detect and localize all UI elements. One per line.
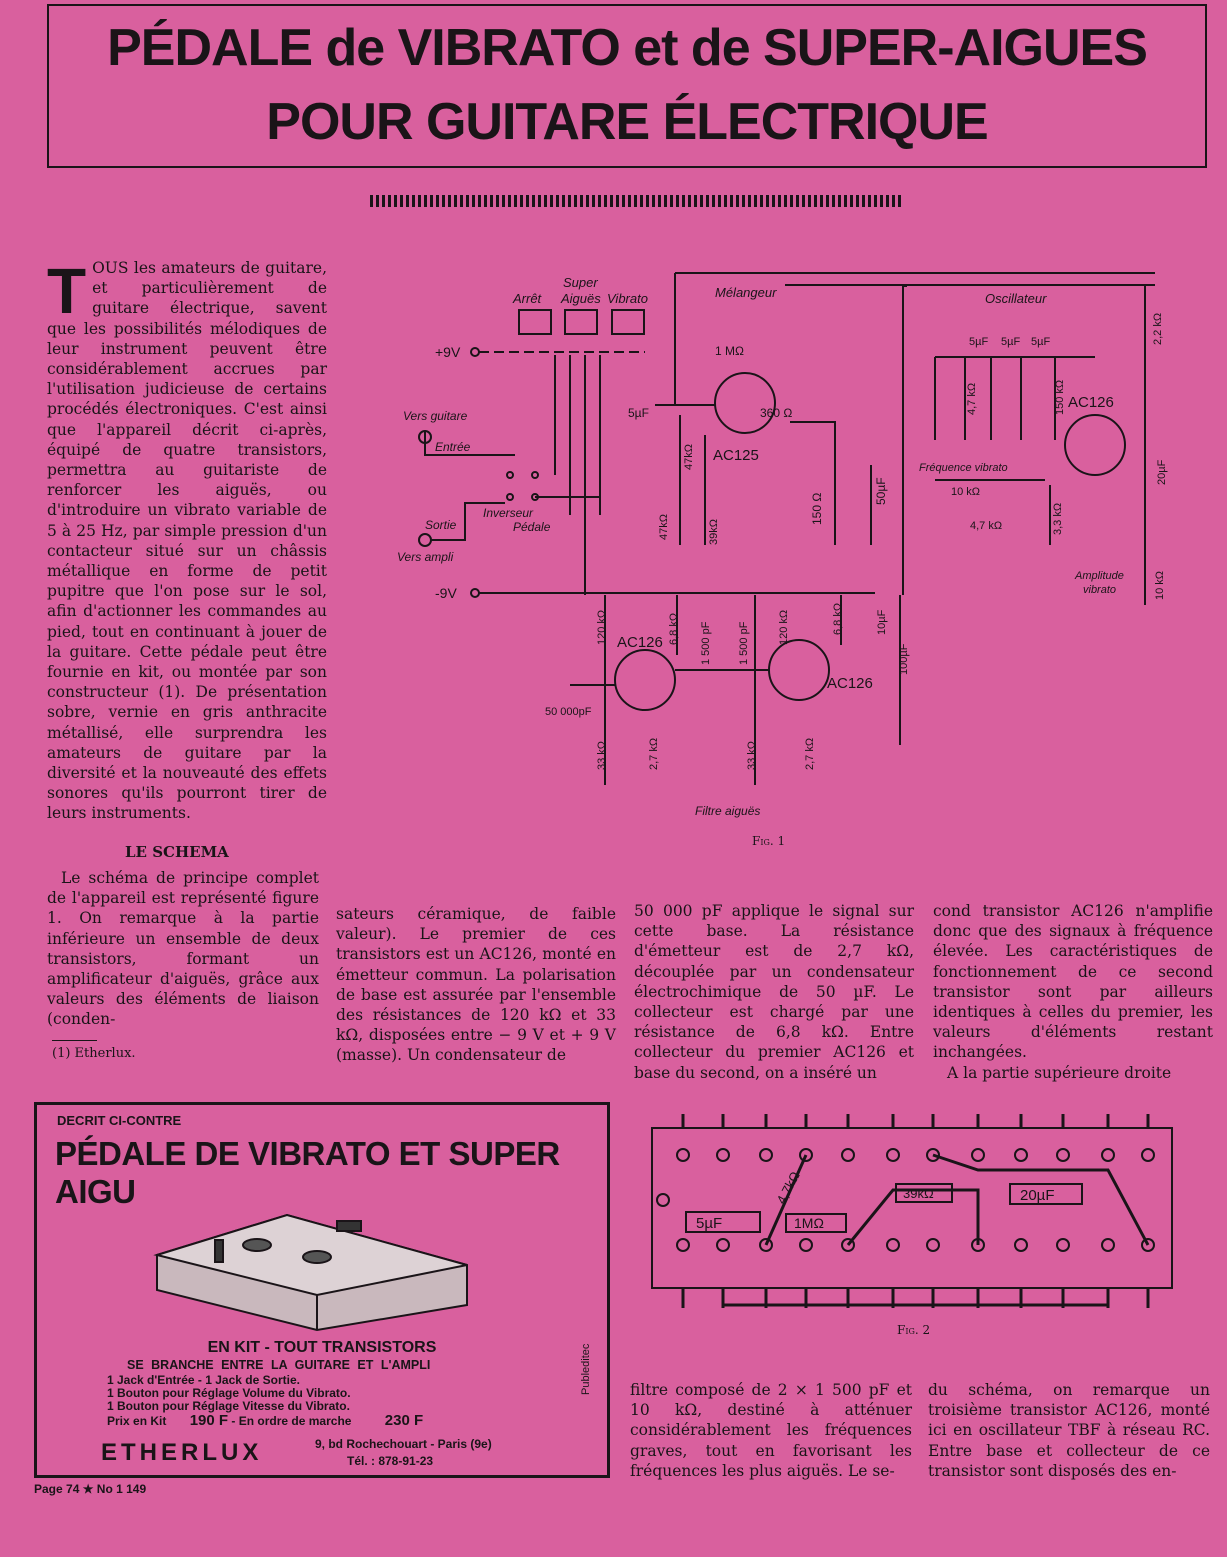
label-c-20uf: 20µF: [1156, 459, 1168, 485]
pin-row-top: [683, 1114, 1148, 1128]
ad-address: 9, bd Rochechouart - Paris (9e): [315, 1437, 492, 1451]
label-amplitude: Amplitude: [1075, 570, 1124, 582]
label-r-27k-b: 2,7 kΩ: [804, 737, 816, 770]
label-ac126-b: AC126: [827, 675, 873, 692]
label-minus9v: -9V: [435, 585, 457, 601]
label-r-47k-freq: 4,7 kΩ: [970, 520, 1003, 532]
label-r-22k: 2,2 kΩ: [1152, 312, 1164, 345]
label-osc-c2: 5µF: [1001, 336, 1021, 348]
label-r-33k-a: 33 kΩ: [596, 740, 608, 770]
label-r-33k-b: 33 kΩ: [746, 740, 758, 770]
circuit-schematic: [395, 265, 1195, 825]
column-4: cond transistor AC126 n'amplifie donc que des signaux à fréquence élevée. Les caractéristiques de fonctionnement de ce second transistor sont par ailleurs identiques à celles du premier, les valeurs d'éléments restant inchangées. A la partie supérieure droite: [933, 902, 1213, 1082]
footnote-rule: [52, 1040, 97, 1041]
label-r-68k-b: 6,8 kΩ: [832, 602, 844, 635]
etherlux-advertisement: [34, 1102, 610, 1478]
label-osc-r150k: 150 kΩ: [1054, 379, 1066, 415]
figure-1-caption: Fig. 1: [752, 834, 786, 848]
label-ac126-osc: AC126: [1068, 394, 1114, 411]
label-c-1500-a: 1 500 pF: [700, 621, 712, 665]
label-osc-c3: 5µF: [1031, 336, 1051, 348]
decorative-rule: [370, 195, 903, 207]
label-inverseur: Inverseur: [483, 506, 534, 520]
ad-kicker: DECRIT CI-CONTRE: [57, 1113, 182, 1128]
label-c-100uf: 100µF: [898, 643, 910, 675]
label-amplitude-vibrato: vibrato: [1083, 584, 1117, 596]
ad-sub: SE BRANCHE ENTRE LA GUITARE ET L'AMPLI: [127, 1358, 431, 1372]
section-heading: LE SCHEMA: [125, 843, 229, 861]
footnote: (1) Etherlux.: [52, 1046, 136, 1061]
fig2-c5: 5µF: [696, 1215, 723, 1232]
label-freq-vibrato: Fréquence vibrato: [919, 462, 1008, 474]
label-c-5uf: 5µF: [628, 406, 649, 420]
intro-text: OUS les amateurs de guitare, et particulièrement de guitare électrique, savent que les possibilités mélodiques de leur instrument peuvent être considérablement accrues par l'utilisation judicieuse de certains procédés électroniques. C'est ainsi que l'appareil décrit ci-après, équipé de quatre transistors, permettra au guitariste de renforcer les aiguës, ou d'introduire un vibrato variable de 5 à 25 Hz, par simple pression d'un contacteur situé sur un châssis métallique en forme de petit pupitre que l'on pose sur le sol, afin d'actionner les commandes au pied, tout en continuant à jouer de la guitare. Cette pédale peut être fournie en kit, ou montée par son constructeur (1). De présentation sobre, vernie en gris anthracite métallisé, elle surprendra les amateurs de guitare par la diversité et la nouveauté des effets sonores qu'ils pourront tirer de leurs instruments.: [47, 259, 327, 823]
ad-price-line: Prix en Kit 190 F - En ordre de marche 230 F: [107, 1412, 424, 1429]
label-r-47k: 47kΩ: [683, 444, 695, 470]
label-sortie: Sortie: [425, 518, 457, 532]
label-oscillateur: Oscillateur: [985, 291, 1047, 306]
label-r-10k-ampl: 10 kΩ: [1154, 570, 1166, 600]
intro-column: [47, 255, 327, 823]
ad-feature-2: 1 Bouton pour Réglage Volume du Vibrato.: [107, 1386, 351, 1400]
label-c-1500-b: 1 500 pF: [738, 621, 750, 665]
label-entree: Entrée: [435, 440, 471, 454]
ad-headline: PÉDALE DE VIBRATO ET SUPER AIGU: [55, 1135, 560, 1210]
label-aigues: Aiguës: [561, 291, 601, 306]
label-vers-ampli: Vers ampli: [397, 550, 454, 564]
label-r-120k-b: 120 kΩ: [778, 609, 790, 645]
label-r-360: 360 Ω: [760, 406, 793, 420]
label-r-33k-osc: 3,3 kΩ: [1052, 502, 1064, 535]
pedal-illustration: [147, 1195, 487, 1335]
label-plus9v: +9V: [435, 344, 461, 360]
column-3: 50 000 pF applique le signal sur cette base. La résistance d'émetteur est de 2,7 kΩ, découplée par un condensateur électrochimique de 50 µF. Le collecteur est chargé par une résistance de 6,8 kΩ. Entre collecteur du premier AC126 et base du second, on a inséré un: [634, 902, 914, 1082]
ad-feature-1: 1 Jack d'Entrée - 1 Jack de Sortie.: [107, 1373, 300, 1387]
label-r-39k: 39kΩ: [708, 519, 720, 545]
ad-side-credit: Publeditec: [580, 1343, 592, 1395]
title-box: [47, 4, 1207, 168]
fig2-c20: 20µF: [1020, 1187, 1055, 1204]
page-title: PÉDALE de VIBRATO et de SUPER-AIGUES: [107, 19, 1147, 77]
ad-kit-line: EN KIT - TOUT TRANSISTORS: [207, 1339, 437, 1356]
label-ac125: AC125: [713, 447, 759, 464]
label-pedale: Pédale: [513, 520, 551, 534]
label-r-120k-a: 120 kΩ: [596, 609, 608, 645]
label-c-10uf: 10µF: [876, 609, 888, 635]
fig2-r47: 4,7kΩ: [773, 1169, 803, 1207]
label-osc-c1: 5µF: [969, 336, 989, 348]
page-subtitle: POUR GUITARE ÉLECTRIQUE: [266, 93, 988, 151]
ad-feature-3: 1 Bouton pour Réglage Vitesse du Vibrato.: [107, 1399, 350, 1413]
label-vers-guitare: Vers guitare: [403, 409, 468, 423]
label-r-47k-b: 47kΩ: [658, 514, 670, 540]
label-r-150: 150 Ω: [810, 492, 824, 525]
label-super: Super: [563, 275, 598, 290]
ad-brand: ETHERLUX: [101, 1439, 263, 1466]
switch-arret: [519, 310, 551, 334]
label-arret: Arrêt: [513, 291, 542, 306]
column-4-bottom: du schéma, on remarque un troisième transistor AC126, monté ici en oscillateur TBF à réseau RC. Entre base et collecteur de ce transistor sont disposés des en-: [928, 1381, 1210, 1480]
column-3-bottom: filtre composé de 2 × 1 500 pF et 10 kΩ, destiné à atténuer considérablement les fréquences graves, tout en favorisant les fréquences les plus aiguës. Le se-: [630, 1381, 912, 1480]
label-r-68k-a: 6,8 kΩ: [668, 612, 680, 645]
schema-text: Le schéma de principe complet de l'appareil est représenté figure 1. On remarque à la partie inférieure un ensemble de deux transistors, formant un amplificateur d'aiguës, grâce aux valeurs des éléments de liaison (conden-: [47, 869, 319, 1029]
ad-telephone: Tél. : 878-91-23: [347, 1454, 434, 1468]
label-r-10k-freq: 10 kΩ: [951, 486, 981, 498]
label-vibrato: Vibrato: [607, 291, 648, 306]
switch-vibrato: [612, 310, 644, 334]
label-c-50uf: 50µF: [874, 477, 888, 505]
label-ac126-a: AC126: [617, 634, 663, 651]
switch-aigues: [565, 310, 597, 334]
column-2: sateurs céramique, de faible valeur). Le premier de ces transistors est un AC126, monté en émetteur commun. La polarisation de base est assurée par l'ensemble des résistances de 120 kΩ et 33 kΩ, disposées entre − 9 V et + 9 V (masse). Un condensateur de: [336, 905, 616, 1065]
label-filtre: Filtre aiguës: [695, 804, 761, 818]
fig2-r39: 39kΩ: [903, 1186, 934, 1201]
label-c-50000: 50 000pF: [545, 706, 592, 718]
label-osc-r1: 4,7 kΩ: [966, 382, 978, 415]
label-r-1m: 1 MΩ: [715, 344, 744, 358]
label-r-27k-a: 2,7 kΩ: [648, 737, 660, 770]
page-footer: Page 74 ★ No 1 149: [34, 1482, 147, 1496]
dropcap: T: [47, 255, 87, 327]
label-melangeur: Mélangeur: [715, 285, 777, 300]
figure-2-caption: Fig. 2: [897, 1323, 931, 1337]
board-layout: [648, 1110, 1178, 1325]
fig2-r1m: 1MΩ: [794, 1215, 824, 1231]
